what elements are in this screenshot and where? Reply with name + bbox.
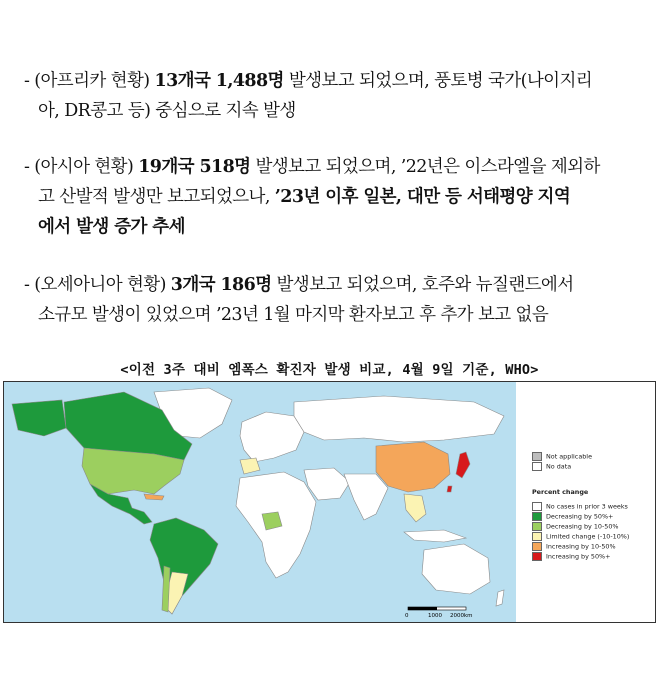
region-russia [294,396,504,442]
legend-swatch-2 [532,522,542,531]
scale-label-max: 2000km [450,613,473,619]
legend-swatch-0 [532,502,542,511]
region-china [376,442,450,492]
legend-swatch-1 [532,512,542,521]
bullet-oceania [24,270,650,330]
world-map-svg [4,382,516,622]
legend-swatch-5 [532,552,542,561]
world-map [4,382,516,622]
region-japan [456,452,470,478]
legend-item-no-prior-cases: No cases in prior 3 weeks [532,502,628,511]
legend-swatch-4 [532,542,542,551]
bullet-oceania-line1: - (오세아니아 현황) 3개국 186명 발생보고 되었으며, 호주와 뉴질랜드에서 [24,275,574,295]
map-caption: <이전 3주 대비 엠폭스 확진자 발생 비교, 4월 9일 기준, WHO> [120,362,539,378]
scale-label-zero: 0 [405,613,409,619]
region-europe [240,412,304,462]
bullet-asia-line3: 에서 발생 증가 추세 [38,217,185,237]
bullet-asia-line1: - (아시아 현황) 19개국 518명 발생보고 되었으며, ’22년은 이스라엘을 제외하 [24,157,600,177]
bullet-asia [24,152,650,242]
region-south-america [150,518,218,614]
legend-item-decreasing-50: Decreasing by 50%+ [532,512,613,521]
world-map-figure [3,381,656,623]
legend-item-increasing-10-50: Increasing by 10-50% [532,542,616,551]
legend-item-decreasing-10-50: Decreasing by 10-50% [532,522,618,531]
bullet-africa-line1: - (아프리카 현황) 13개국 1,488명 발생보고 되었으며, 풍토병 국가(나이지리 [24,71,593,91]
legend-swatch-na [532,452,542,461]
bullet-africa-line2: 아, DR콩고 등) 중심으로 지속 발생 [38,101,296,121]
map-legend [526,382,655,622]
legend-swatch-nodata [532,462,542,471]
region-iberia [240,458,260,474]
region-new-zealand [496,590,504,606]
map-scale-bar [408,607,466,610]
region-south-asia [344,474,388,520]
legend-not-applicable: Not applicable [532,452,592,461]
bullet-asia-line2: 고 산발적 발생만 보고되었으나, ’23년 이후 일본, 대만 등 서태평양 지역 [38,187,571,207]
legend-item-increasing-50: Increasing by 50%+ [532,552,610,561]
region-indonesia [404,530,466,542]
legend-title: Percent change [532,488,589,496]
region-taiwan [447,486,452,492]
scale-label-mid: 1000 [428,613,442,619]
region-alaska [12,400,66,436]
bullet-oceania-line2: 소규모 발생이 있었으며 ’23년 1월 마지막 환자보고 후 추가 보고 없음 [38,305,549,325]
region-caribbean [144,494,164,500]
region-australia [422,544,490,594]
legend-swatch-3 [532,532,542,541]
legend-no-data: No data [532,462,571,471]
legend-item-limited-change: Limited change (-10-10%) [532,532,629,541]
region-southeast-asia [404,494,426,522]
bullet-africa [24,66,650,126]
